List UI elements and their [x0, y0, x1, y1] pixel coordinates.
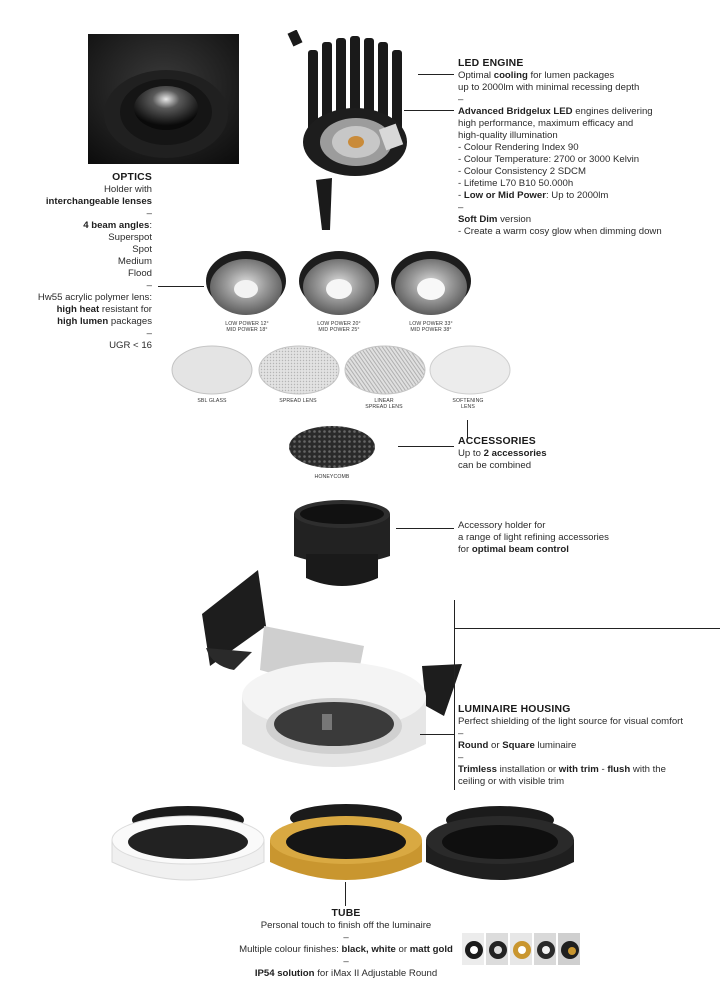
text-run: for iMax II Adjustable Round [314, 968, 438, 979]
text-run: high-quality illumination [458, 130, 558, 141]
text-line [458, 190, 720, 202]
accessories-block [458, 436, 658, 472]
text-run: – [458, 728, 464, 739]
text-run: Accessory holder for [458, 520, 546, 531]
text-line [10, 268, 152, 280]
lens-caption-3: LOW POWER 33° MID POWER 38° [409, 321, 453, 333]
text-run: - Create a warm cosy glow when dimming down [458, 226, 662, 237]
text-run: - Colour Consistency 2 SDCM [458, 166, 586, 177]
text-line [10, 316, 152, 328]
text-line [458, 544, 678, 556]
text-run: Flood [128, 268, 152, 279]
bold-run: Soft Dim [458, 214, 498, 225]
text-run: or [395, 944, 410, 955]
lens-image-1 [205, 249, 287, 319]
filter-caption-1: SBL GLASS [197, 398, 227, 404]
text-run: Personal touch to finish off the luminaire [260, 920, 432, 931]
text-run: - Colour Temperature: 2700 or 3000 Kelvin [458, 154, 640, 165]
led-engine-title: LED ENGINE [458, 58, 524, 69]
text-run: – [458, 752, 464, 763]
text-run: resistant for [99, 304, 152, 315]
text-run: UGR < 16 [109, 340, 152, 351]
filter-caption-2: SPREAD LENS [279, 398, 317, 404]
text-line [10, 304, 152, 316]
housing-block [458, 704, 720, 788]
filter-caption-4: SOFTENING LENS [452, 398, 484, 410]
text-run: Medium [117, 256, 152, 267]
led-engine-lines [458, 70, 720, 238]
text-run: Holder with [104, 184, 152, 195]
text-line [458, 776, 720, 788]
text-run: installation or [496, 764, 559, 775]
text-run: - Colour Rendering Index 90 [458, 142, 579, 153]
housing-connector [420, 734, 454, 735]
text-run: – [146, 328, 152, 339]
text-line [458, 178, 720, 190]
text-run: Optimal [458, 70, 494, 81]
text-line [196, 968, 496, 980]
bold-run: with trim [558, 764, 599, 775]
tube-image-white [108, 800, 268, 892]
housing-lines [458, 716, 720, 788]
text-run: Superspot [108, 232, 152, 243]
bridgelux-connector [404, 110, 454, 111]
bold-run: IP54 solution [254, 968, 315, 979]
bold-run: cooling [493, 70, 528, 81]
text-line [10, 196, 152, 208]
text-line [458, 448, 658, 460]
text-run: – [146, 208, 152, 219]
text-line [458, 532, 678, 544]
text-line [10, 328, 152, 340]
filter-image-softening-lens [428, 344, 512, 396]
bold-run: flush [607, 764, 631, 775]
text-line [196, 956, 496, 968]
bold-run: Trimless [458, 764, 497, 775]
bold-run: black, white [341, 944, 396, 955]
text-line [458, 214, 720, 226]
text-run: high performance, maximum efficacy and [458, 118, 634, 129]
luminaire-housing-image [194, 566, 470, 794]
text-line [10, 292, 152, 304]
honeycomb-caption: HONEYCOMB [314, 474, 350, 480]
text-line [458, 764, 720, 776]
text-run: for lumen packages [527, 70, 615, 81]
led-engine-block [458, 58, 720, 238]
optics-block [10, 172, 152, 352]
text-line [458, 142, 720, 154]
text-line [10, 184, 152, 196]
filter-image-linear-spread-lens [343, 344, 427, 396]
bold-run: 2 accessories [483, 448, 547, 459]
text-run: engines delivering [572, 106, 653, 117]
text-run: – [458, 202, 464, 213]
accessory-holder-lines [458, 520, 678, 556]
text-line [458, 520, 678, 532]
accessories-connector [398, 446, 454, 447]
text-run: – [458, 94, 464, 105]
optics-title: OPTICS [112, 172, 152, 183]
text-run: packages [108, 316, 152, 327]
lens-image-2 [298, 249, 380, 319]
text-line [10, 256, 152, 268]
bold-run: optimal beam control [471, 544, 569, 555]
text-line [458, 166, 720, 178]
text-run: - [598, 764, 608, 775]
text-line [458, 728, 720, 740]
text-run: or [488, 740, 503, 751]
accessories-lines [458, 448, 658, 472]
text-run: up to 2000lm with minimal recessing depth [458, 82, 640, 93]
led-engine-connector [418, 74, 454, 75]
filter-image-spread-lens [257, 344, 341, 396]
lens-caption-1: LOW POWER 12° MID POWER 18° [225, 321, 269, 333]
divider-horizontal [454, 628, 720, 629]
text-run: luminaire [534, 740, 577, 751]
holder-connector [396, 528, 454, 529]
tube-title: TUBE [331, 908, 361, 919]
text-run: – [343, 956, 349, 967]
filter-image-sbl-glass [170, 344, 254, 396]
text-line [458, 752, 720, 764]
text-line [458, 154, 720, 166]
tube-lines [196, 920, 496, 980]
text-run: a range of light refining accessories [458, 532, 609, 543]
text-run: : [149, 220, 152, 231]
tube-connector [345, 882, 346, 906]
text-run: Spot [132, 244, 152, 255]
bold-run: Low or Mid Power [463, 190, 546, 201]
honeycomb-image [287, 424, 377, 470]
optics-photo [88, 34, 239, 164]
text-line [10, 208, 152, 220]
text-line [458, 118, 720, 130]
text-line [458, 460, 658, 472]
lens-caption-2: LOW POWER 20° MID POWER 25° [317, 321, 361, 333]
text-line [10, 232, 152, 244]
housing-title: LUMINAIRE HOUSING [458, 704, 571, 715]
led-engine-image [286, 30, 426, 230]
text-run: - Lifetime L70 B10 50.000h [458, 178, 574, 189]
text-line [10, 280, 152, 292]
text-run: for [458, 544, 472, 555]
text-line [458, 70, 720, 82]
tube-block [196, 908, 496, 980]
bold-run: high lumen [57, 316, 109, 327]
text-line [10, 220, 152, 232]
text-line [458, 94, 720, 106]
bold-run: matt gold [409, 944, 453, 955]
text-run: : Up to 2000lm [545, 190, 609, 201]
text-run: ceiling or with visible trim [458, 776, 565, 787]
tube-image-black [420, 800, 580, 892]
text-line [458, 106, 720, 118]
text-line [458, 202, 720, 214]
bold-run: Advanced Bridgelux LED [458, 106, 573, 117]
text-run: Up to [458, 448, 484, 459]
optics-connector [158, 286, 204, 287]
text-line [196, 932, 496, 944]
bold-run: interchangeable lenses [45, 196, 152, 207]
text-line [196, 944, 496, 956]
text-line [10, 244, 152, 256]
text-line [458, 226, 720, 238]
text-run: - [458, 190, 464, 201]
filter-caption-3: LINEAR SPREAD LENS [365, 398, 403, 410]
text-line [196, 920, 496, 932]
bold-run: Square [502, 740, 535, 751]
text-run: Multiple colour finishes: [239, 944, 342, 955]
bold-run: Round [458, 740, 489, 751]
bold-run: 4 beam angles [83, 220, 150, 231]
text-line [10, 340, 152, 352]
text-run: – [343, 932, 349, 943]
lens-image-3 [390, 249, 472, 319]
optics-lines [10, 184, 152, 352]
text-line [458, 82, 720, 94]
text-run: version [497, 214, 532, 225]
text-run: Hw55 acrylic polymer lens: [37, 292, 152, 303]
accessory-holder-block [458, 520, 678, 556]
text-line [458, 716, 720, 728]
text-run: can be combined [458, 460, 532, 471]
bold-run: high heat [56, 304, 100, 315]
text-run: – [146, 280, 152, 291]
tube-image-gold [266, 800, 426, 892]
text-run: with the [630, 764, 666, 775]
text-line [458, 740, 720, 752]
accessories-title: ACCESSORIES [458, 436, 536, 447]
text-line [458, 130, 720, 142]
text-run: Perfect shielding of the light source for visual comfort [458, 716, 684, 727]
